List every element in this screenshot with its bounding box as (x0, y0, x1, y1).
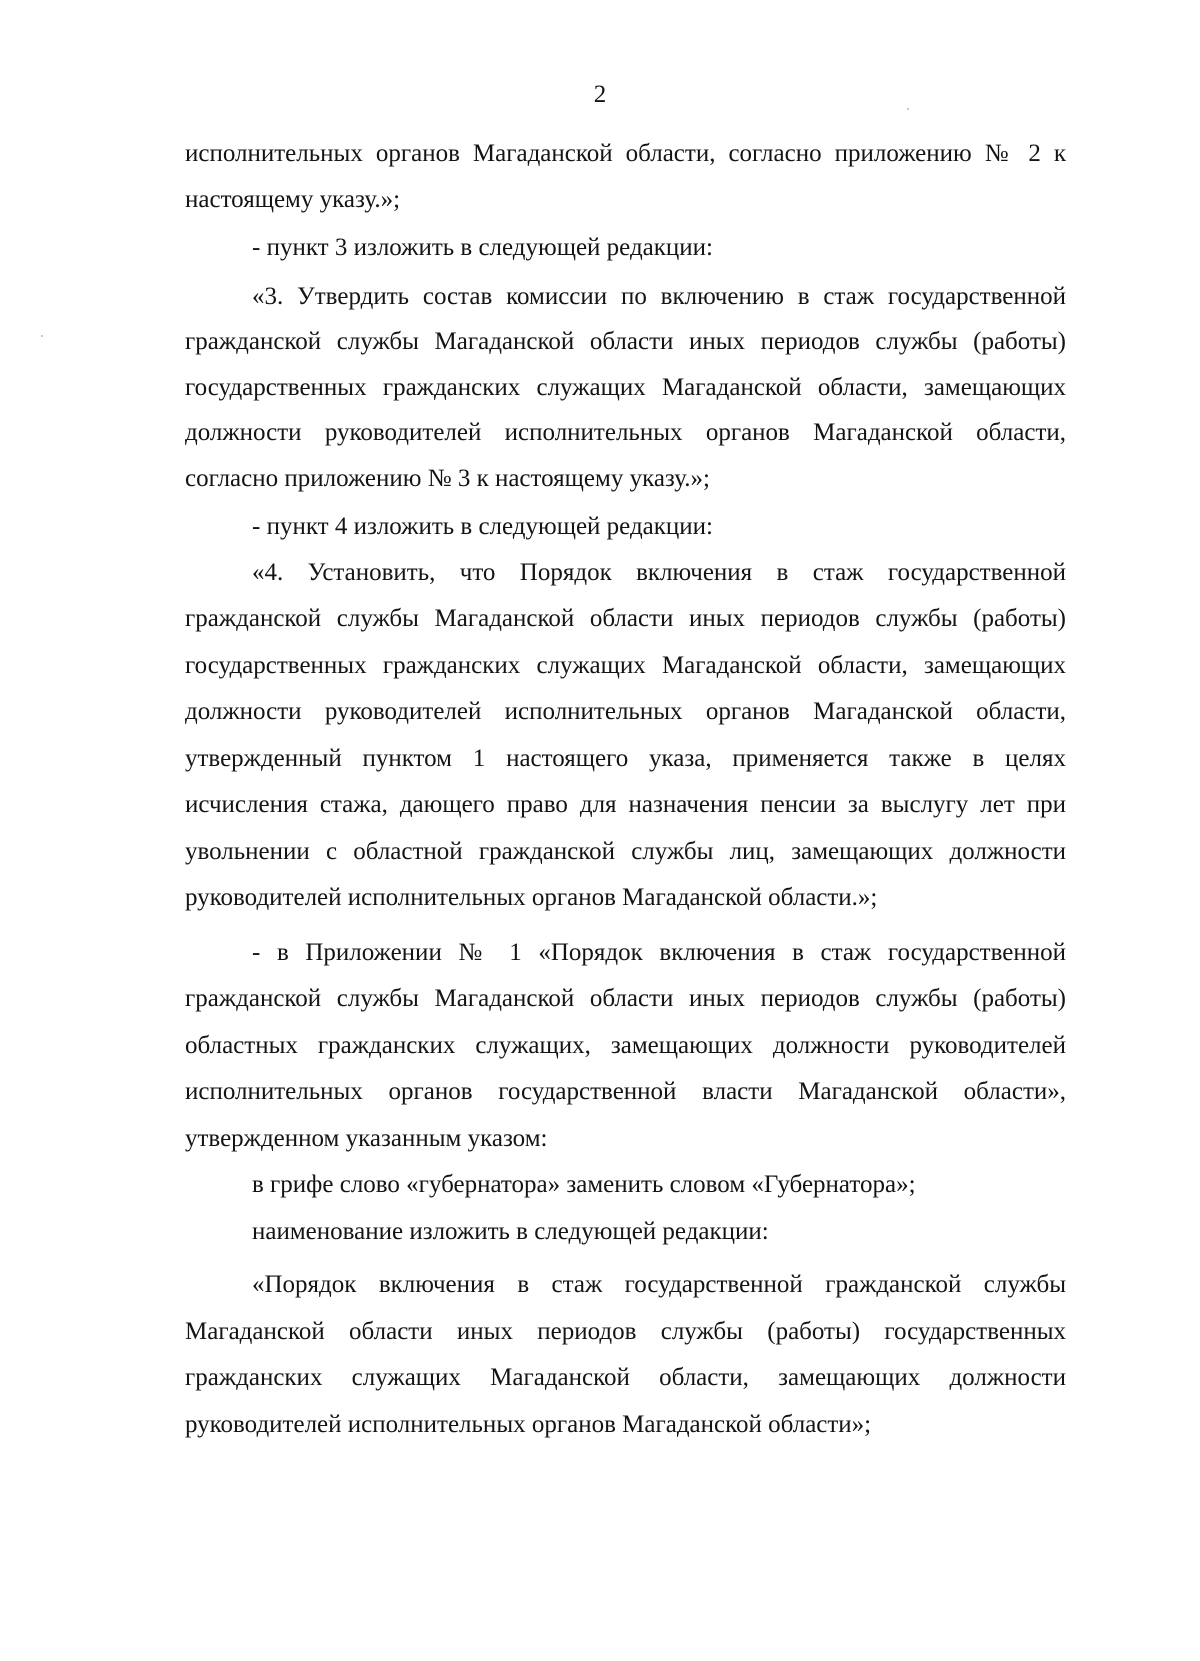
scan-speck (41, 335, 43, 337)
paragraph-appendix-1-amendment: - в Приложении № 1 «Порядок включения в стаж государственной гражданской службы Магаданской области иных периодов службы (работы) областных гражданских служащих, замещающих должности руководителей исполнительных органов государственной власти Магаданской области», утвержденном указанным указом: (185, 938, 1066, 1152)
paragraph-new-title: «Порядок включения в стаж государственной гражданской службы Магаданской области иных периодов службы (работы) государственных гражданских служащих Магаданской области, замещающих должности руководителей исполнительных органов Магаданской области»; (185, 1271, 1066, 1438)
paragraph-stamp-word-replacement: в грифе слово «губернатора» заменить словом «Губернатора»; (252, 1171, 916, 1198)
paragraph-item-4-text: «4. Установить, что Порядок включения в стаж государственной гражданской службы Магаданской области иных периодов службы (работы) государственных гражданских служащих Магаданской области, замещающих должности руководителей исполнительных органов Магаданской области, утвержденный пунктом 1 настоящего указа, применяется также в целях исчисления стажа, дающего право для назначения пенсии за выслугу лет при увольнении с областной гражданской службы лиц, замещающих должности руководителей исполнительных органов Магаданской области.»; (185, 558, 1066, 911)
paragraph-title-amendment: наименование изложить в следующей редакции: (252, 1217, 769, 1245)
paragraph-amend-item-3: - пункт 3 изложить в следующей редакции: (252, 234, 713, 261)
paragraph-amend-item-4: - пункт 4 изложить в следующей редакции: (252, 513, 713, 540)
paragraph-continuation: исполнительных органов Магаданской области, согласно приложению № 2 к настоящему указу.»; (185, 140, 1066, 213)
document-body (185, 131, 1066, 1448)
scan-speck (907, 108, 909, 110)
page-number: 2 (593, 81, 607, 108)
paragraph-item-3-text: «3. Утвердить состав комиссии по включению в стаж государственной гражданской службы Магаданской области иных периодов службы (работы) государственных гражданских служащих Магаданской области, замещающих должности руководителей исполнительных органов Магаданской области, согласно приложению № 3 к настоящему указу.»; (185, 282, 1066, 492)
